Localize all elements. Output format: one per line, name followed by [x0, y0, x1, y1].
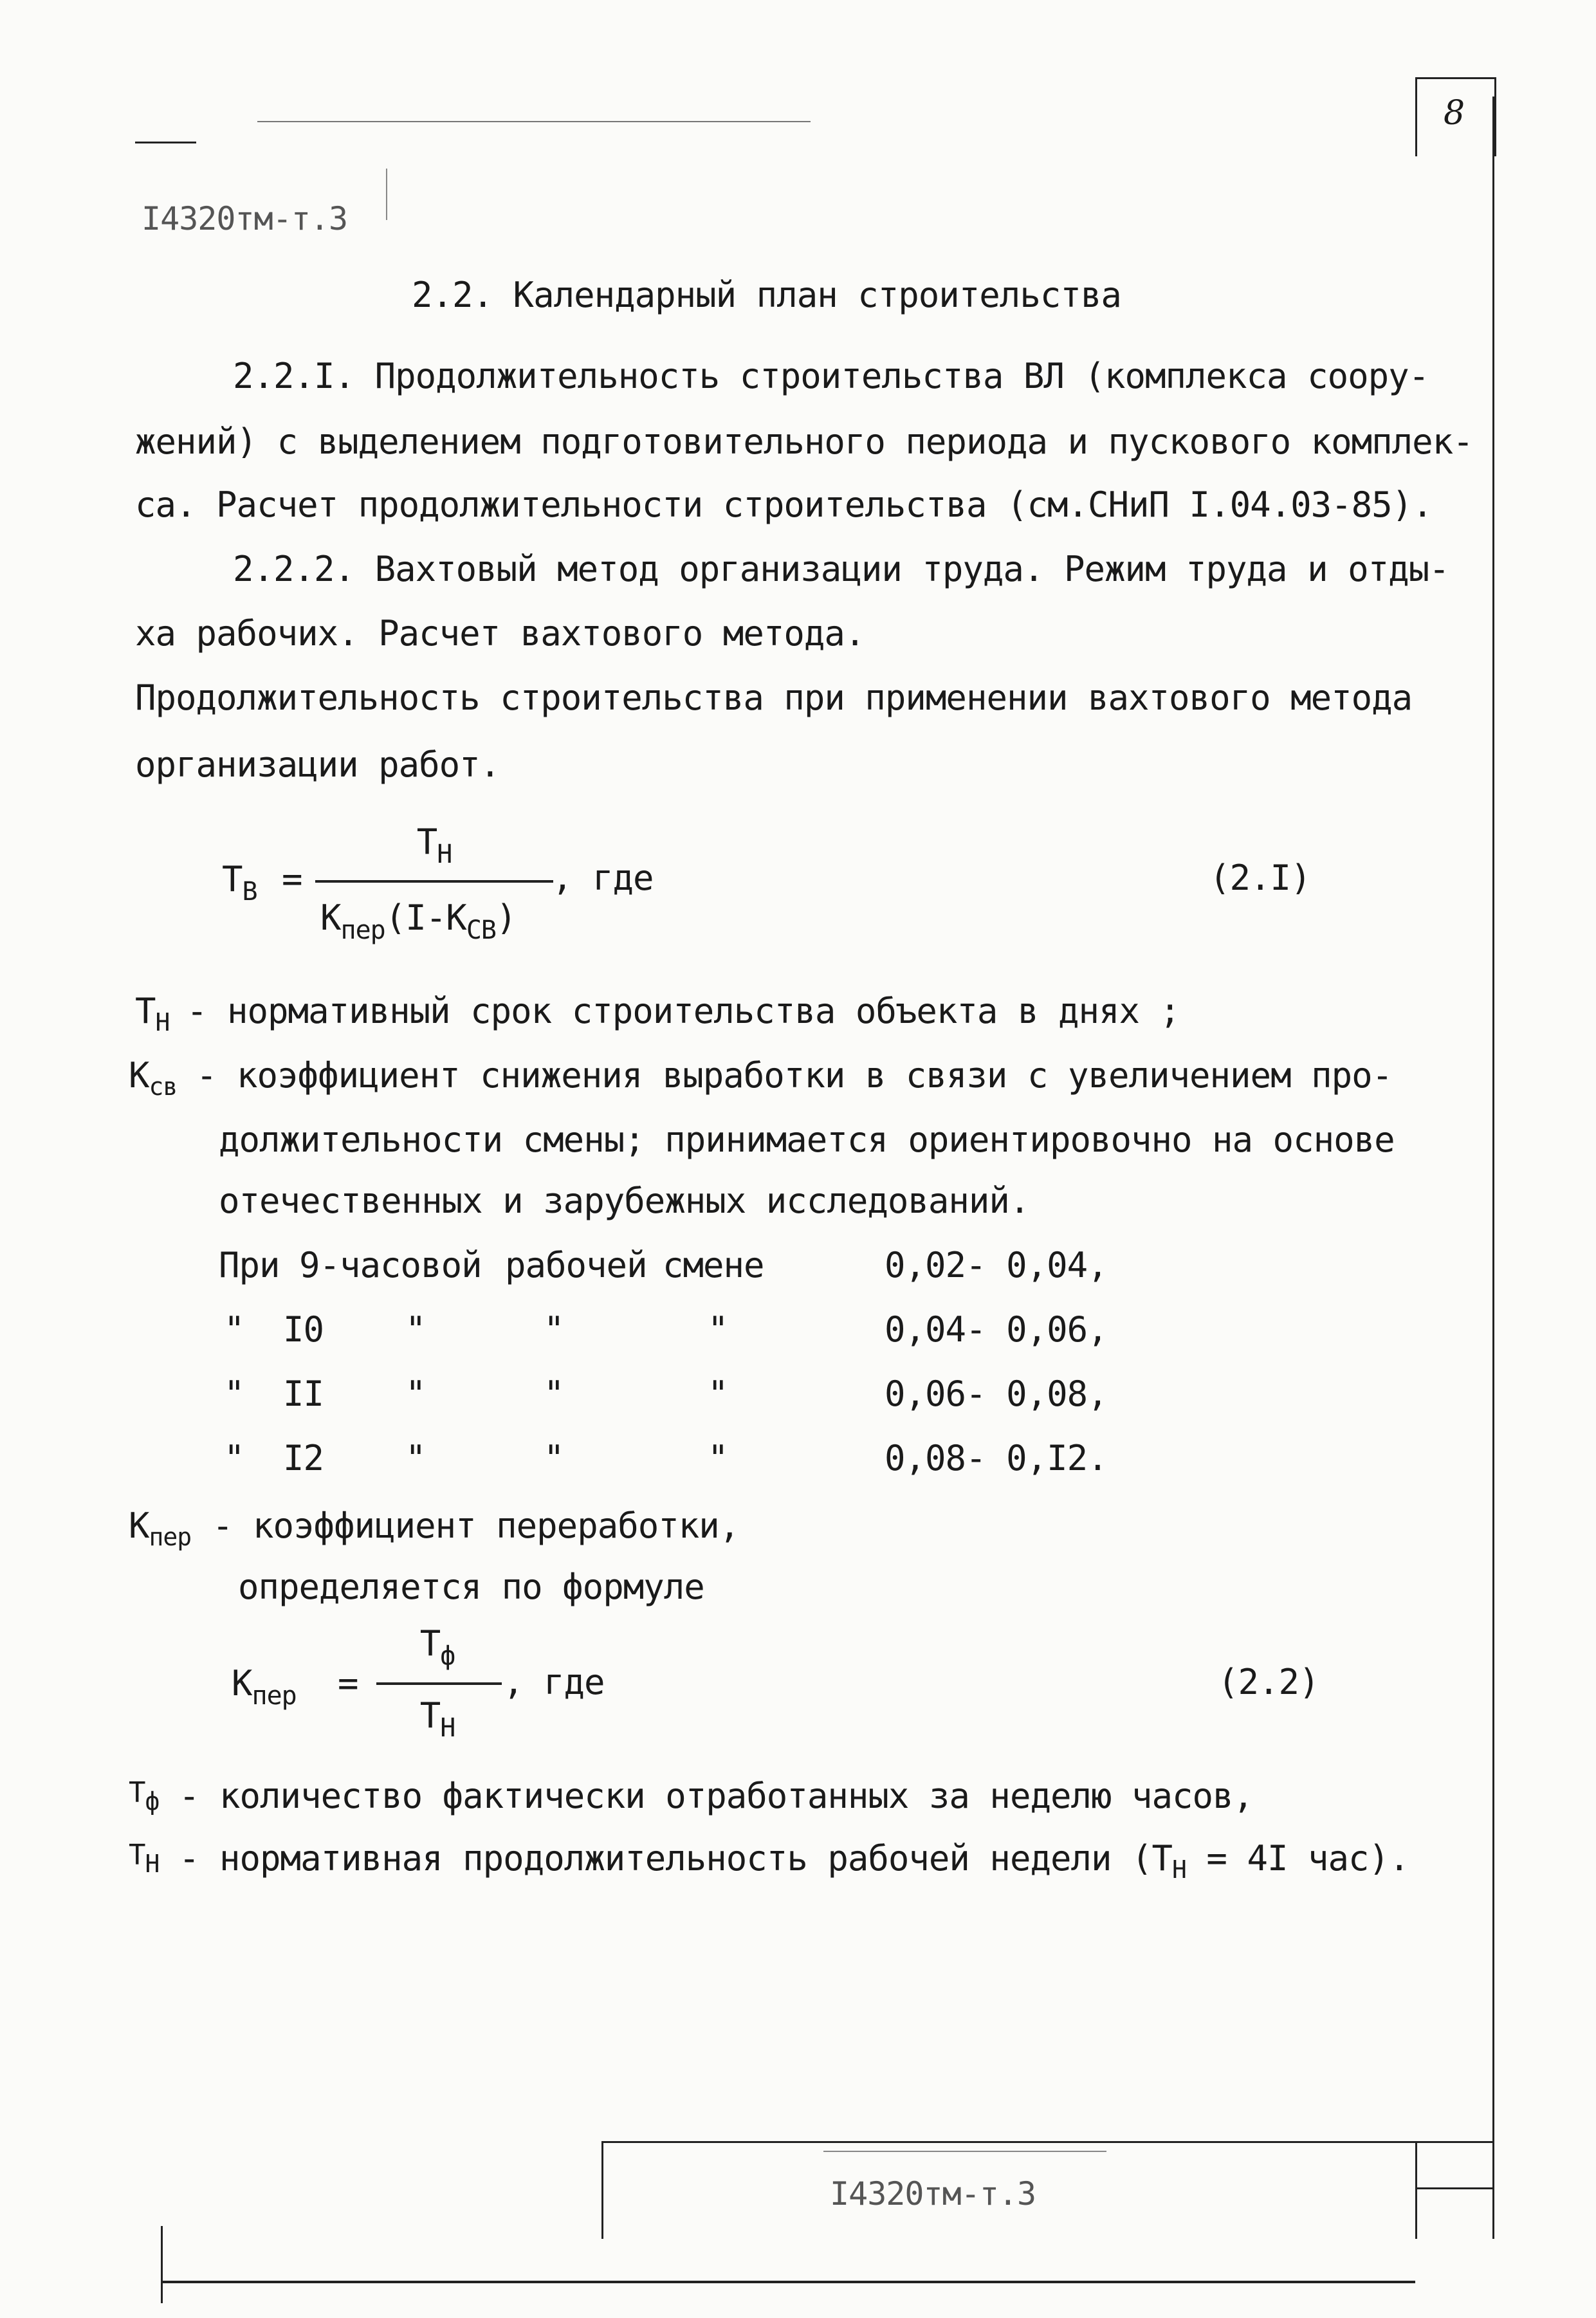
- frame-bottom-rule: [161, 2281, 1415, 2283]
- shift-row-3-c2: II: [283, 1374, 324, 1414]
- formula1-numerator: $Т_Н$: [416, 822, 452, 869]
- shift-row-4-range: 0,08- 0,I2.: [885, 1438, 1108, 1478]
- shift-row-2-c1: ": [224, 1309, 244, 1350]
- stamp-right-divider: [1415, 2141, 1417, 2239]
- formula1-number: (2.I): [1209, 858, 1311, 898]
- shift-row-2-c4: ": [544, 1309, 564, 1350]
- def-ksv-symbol: $К_{св}$: [129, 1055, 178, 1101]
- shift-row-2-c3: ": [405, 1309, 426, 1350]
- def-ksv-line-3: отечественных и зарубежных исследований.: [219, 1181, 1030, 1221]
- formula2-number: (2.2): [1218, 1662, 1319, 1702]
- doc-code-top: I4320тм-т.3: [142, 200, 348, 237]
- section-title: 2.2. Календарный план строительства: [412, 275, 1121, 315]
- formula2-equals: =: [338, 1663, 358, 1704]
- frame-top-rule-dashed: [257, 121, 811, 122]
- def-ksv-line-1: - коэффициент снижения выработки в связи с увеличением про-: [196, 1055, 1393, 1096]
- def-tn-text: - нормативный срок строительства объекта в днях ;: [187, 991, 1180, 1031]
- shift-row-3-c5: ": [708, 1374, 728, 1414]
- def-tn2-text: - нормативная продолжительность рабочей недели ($Т_Н = 4I$ час).: [179, 1838, 1409, 1884]
- shift-row-3-c4: ": [544, 1374, 564, 1414]
- formula2-lhs: $К_{пер}$: [232, 1663, 297, 1711]
- p1-line-1: 2.2.I. Продолжительность строительства ВЛ (комплекса соору-: [233, 356, 1429, 396]
- frame-bottom-left-vertical: [161, 2226, 163, 2303]
- shift-row-1-c1: При: [219, 1245, 280, 1285]
- shift-row-1-c3: рабочей: [505, 1245, 647, 1285]
- shift-row-4-c4: ": [544, 1438, 564, 1478]
- shift-row-4-c3: ": [405, 1438, 426, 1478]
- shift-row-1-c2: 9-часовой: [299, 1245, 482, 1285]
- shift-row-2-range: 0,04- 0,06,: [885, 1309, 1108, 1350]
- shift-row-4-c2: I2: [283, 1438, 324, 1478]
- stamp-top-rule: [601, 2141, 1494, 2143]
- formula1-where: , где: [552, 858, 654, 898]
- def-tf-symbol: Тф: [129, 1776, 160, 1816]
- stamp-right-hline: [1415, 2187, 1494, 2189]
- p3-line-2: организации работ.: [135, 744, 500, 785]
- shift-row-3-c1: ": [224, 1374, 244, 1414]
- formula1-denominator: $К_{пер}(I-К_{СВ})$: [320, 897, 517, 945]
- shift-row-4-c1: ": [224, 1438, 244, 1478]
- p3-line-1: Продолжительность строительства при применении вахтового метода: [135, 677, 1413, 718]
- def-tf-text: - количество фактически отработанных за неделю часов,: [179, 1776, 1254, 1816]
- shift-row-3-range: 0,06- 0,08,: [885, 1374, 1108, 1414]
- shift-row-1-range: 0,02- 0,04,: [885, 1245, 1108, 1285]
- p2-line-1: 2.2.2. Вахтовый метод организации труда. Режим труда и отды-: [233, 549, 1449, 589]
- page-number: 8: [1443, 94, 1465, 133]
- def-tn-symbol: $Т_Н$: [135, 991, 170, 1036]
- p1-line-2: жений) с выделением подготовительного периода и пускового комплек-: [135, 421, 1473, 462]
- stamp-left-rule: [601, 2141, 603, 2239]
- formula2-where: , где: [503, 1662, 605, 1702]
- shift-row-3-c3: ": [405, 1374, 426, 1414]
- formula1-fraction-bar: [315, 880, 553, 883]
- def-kper-text-2: определяется по формуле: [238, 1567, 704, 1607]
- p1-line-3: са. Расчет продолжительности строительства (см.СНиП I.04.03-85).: [135, 484, 1433, 525]
- formula2-numerator: $Т_ф$: [419, 1623, 455, 1671]
- frame-top-rule-left: [135, 142, 196, 143]
- def-tn2-symbol: ТН: [129, 1839, 160, 1878]
- doc-code-top-mark: [386, 169, 387, 220]
- formula2-fraction-bar: [376, 1682, 502, 1685]
- def-ksv-line-2: должительности смены; принимается ориентировочно на основе: [219, 1119, 1395, 1160]
- def-kper-symbol: $К_{пер}$: [129, 1505, 192, 1551]
- shift-row-4-c5: ": [708, 1438, 728, 1478]
- p2-line-2: ха рабочих. Расчет вахтового метода.: [135, 613, 865, 654]
- shift-row-1-c4: смене: [663, 1245, 764, 1285]
- shift-row-2-c2: I0: [283, 1309, 324, 1350]
- formula1-equals: =: [282, 859, 302, 899]
- stamp-inner-rule: [823, 2151, 1106, 2152]
- def-kper-text: - коэффициент переработки,: [212, 1505, 740, 1546]
- formula1-lhs: $Т_В$: [222, 859, 257, 906]
- shift-row-2-c5: ": [708, 1309, 728, 1350]
- doc-code-bottom: I4320тм-т.3: [830, 2175, 1036, 2212]
- frame-right-border: [1492, 97, 1494, 2239]
- formula2-denominator: $Т_Н$: [419, 1695, 455, 1743]
